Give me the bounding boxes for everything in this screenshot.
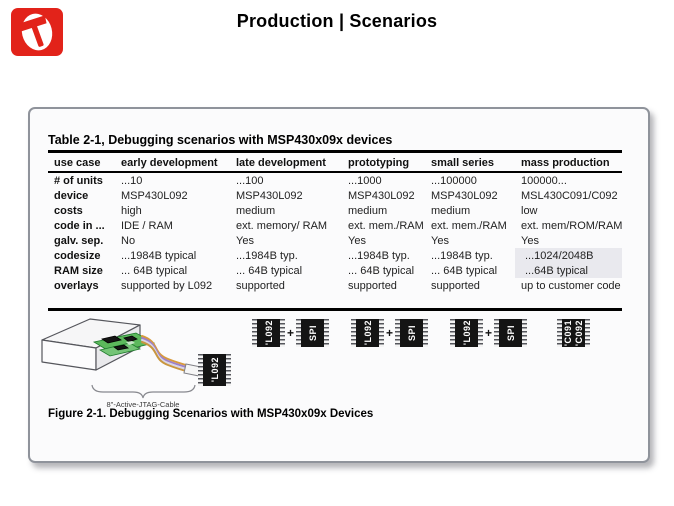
table-cell: up to customer code — [521, 279, 621, 292]
chip-spi — [494, 319, 527, 347]
column-header: use case — [48, 155, 115, 172]
chip-label: 'L092 — [461, 320, 472, 346]
column-header: prototyping — [342, 155, 425, 172]
table-cell: ...1984B typ. — [236, 249, 298, 262]
column-header: early development — [115, 155, 230, 172]
table-bottom-rule — [48, 308, 622, 311]
chips-row — [252, 319, 590, 347]
brace — [92, 385, 195, 398]
chip-pins — [585, 319, 590, 347]
table-cell: MSL430C091/C092 — [521, 189, 618, 202]
table-cell: supported by L092 — [121, 279, 213, 292]
table-cell: ...1984B typical — [121, 249, 197, 262]
chip-pins — [226, 354, 231, 386]
page-title: Production | Scenarios — [236, 11, 438, 31]
table-cell: ... 64B typical — [121, 264, 188, 277]
table-cell: high — [121, 204, 142, 217]
chip-group — [351, 319, 428, 347]
connected-chip-slot — [198, 354, 231, 386]
column-header: mass production — [515, 155, 622, 172]
column-header: small series — [425, 155, 515, 172]
chip-body — [356, 319, 379, 347]
table-cell: ... 64B typical — [431, 264, 498, 277]
table-cell: device — [54, 189, 89, 202]
chip-label: 'C091 — [563, 319, 574, 347]
chip-group — [450, 319, 527, 347]
table-cell: Yes — [521, 234, 539, 247]
table-cell: MSP430L092 — [348, 189, 415, 202]
chip-pins — [324, 319, 329, 347]
table-cell: medium — [431, 204, 471, 217]
chip-body — [455, 319, 478, 347]
table-row — [48, 218, 622, 233]
table-cell: supported — [236, 279, 285, 292]
chip-body — [562, 319, 585, 347]
table-cell: ext. mem./RAM — [431, 219, 507, 232]
chip-pins — [379, 319, 384, 347]
table-cell: ext. mem/ROM/RAM — [521, 219, 622, 232]
table-cell: # of units — [54, 174, 103, 187]
table-cell: MSP430L092 — [431, 189, 498, 202]
chip-spi — [395, 319, 428, 347]
figure-caption: Figure 2-1. Debugging Scenarios with MSP430x09x Devices — [48, 408, 374, 420]
table-row — [48, 172, 622, 188]
table-header-row — [48, 155, 622, 172]
table-cell: Yes — [431, 234, 449, 247]
chip-label: 'L092 — [209, 357, 220, 383]
chip-label: 'L092 — [263, 320, 274, 346]
table-cell: ...1984B typ. — [348, 249, 410, 262]
column-header: late development — [230, 155, 342, 172]
table-cell: medium — [348, 204, 388, 217]
chip-label: SPI — [307, 324, 318, 341]
table-cell: supported — [431, 279, 480, 292]
table-cell: ext. mem./RAM — [348, 219, 424, 232]
table-cell: ...10 — [121, 174, 143, 187]
table-cell: ... 64B typical — [236, 264, 303, 277]
cable-label: 8"-Active-JTAG-Cable — [106, 400, 180, 409]
table-row — [48, 188, 622, 203]
content-panel — [28, 107, 650, 463]
chip-body — [499, 319, 522, 347]
chip-body — [257, 319, 280, 347]
table-row — [48, 203, 622, 218]
table-cell: ...1000 — [348, 174, 382, 187]
table-cell: MSP430L092 — [121, 189, 188, 202]
chip-l092 — [351, 319, 384, 347]
chip-body — [301, 319, 324, 347]
table-cell: ... 64B typical — [348, 264, 415, 277]
table-cell: No — [121, 234, 136, 247]
chip-pins — [423, 319, 428, 347]
table-row — [48, 278, 622, 293]
chip-pins — [280, 319, 285, 347]
table-cell: code in ... — [54, 219, 105, 232]
chip-group — [252, 319, 329, 347]
table-cell: Yes — [348, 234, 366, 247]
table-cell: ...100000 — [431, 174, 477, 187]
plus-sign: + — [287, 326, 295, 340]
table-cell: low — [521, 204, 538, 217]
table-cell: RAM size — [54, 264, 103, 277]
chip-pins — [522, 319, 527, 347]
table-cell: galv. sep. — [54, 234, 104, 247]
table-cell: 100000... — [521, 174, 567, 187]
table-cell: ...64B typical — [515, 263, 622, 278]
table-row — [48, 233, 622, 248]
table-cell: ...1984B typ. — [431, 249, 493, 262]
table-cell: ...100 — [236, 174, 264, 187]
chip-label: SPI — [406, 324, 417, 341]
chip-label: 'L092 — [362, 320, 373, 346]
table-row — [48, 248, 622, 263]
table-cell: medium — [236, 204, 276, 217]
table-cell: ...1024/2048B — [515, 248, 622, 263]
chip-label: SPI — [505, 324, 516, 341]
debug-scenarios-table — [48, 155, 622, 293]
table-row — [48, 263, 622, 278]
plus-sign: + — [485, 326, 493, 340]
chip-body — [203, 354, 226, 386]
table-cell: MSP430L092 — [236, 189, 303, 202]
table-cell: IDE / RAM — [121, 219, 173, 232]
table-cell: codesize — [54, 249, 101, 262]
table-cell: Yes — [236, 234, 254, 247]
chip-l092 — [252, 319, 285, 347]
chip-spi — [296, 319, 329, 347]
table-cell: supported — [348, 279, 397, 292]
table-cell: ext. memory/ RAM — [236, 219, 328, 232]
chip-l092 — [450, 319, 483, 347]
chip-group — [557, 319, 590, 347]
table-title: Table 2-1, Debugging scenarios with MSP430x09x devices — [48, 133, 622, 153]
chip-l092 — [198, 354, 231, 386]
chip-c091c092 — [557, 319, 590, 347]
chip-pins — [478, 319, 483, 347]
chip-body — [400, 319, 423, 347]
table-cell: costs — [54, 204, 83, 217]
table-cell: overlays — [54, 279, 99, 292]
chip-label: 'C092 — [574, 319, 585, 347]
plus-sign: + — [386, 326, 394, 340]
